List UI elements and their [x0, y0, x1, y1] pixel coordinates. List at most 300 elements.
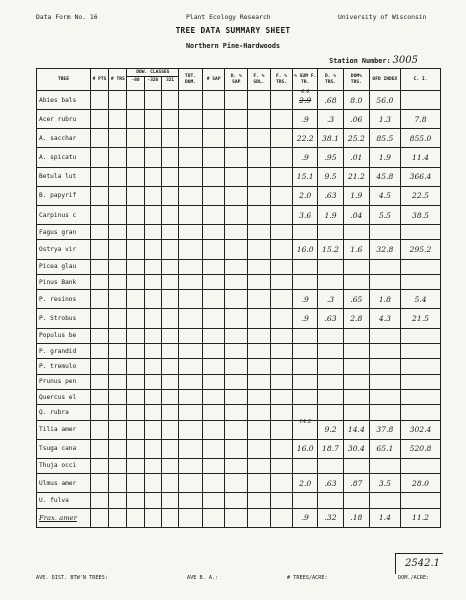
trs-cell	[109, 110, 127, 129]
col-dow-classes	[127, 69, 179, 91]
trs-cell	[109, 148, 127, 167]
ofd-index-cell	[369, 328, 400, 343]
cell-value: 37.8	[376, 425, 394, 435]
ci-cell	[401, 359, 441, 374]
cell-value: .63	[324, 478, 337, 488]
table-row	[37, 328, 441, 343]
pts-cell	[90, 274, 108, 289]
dom-trs-cell	[343, 129, 369, 148]
tot-dom-cell	[179, 309, 203, 328]
f-trs-cell	[270, 91, 293, 110]
dow-cell	[127, 328, 179, 343]
cell-value: .9	[301, 294, 309, 304]
cell-value: 4.5	[378, 191, 391, 201]
cell-value: 302.4	[409, 425, 432, 435]
col-d-sap: D. % SAP	[225, 69, 248, 91]
ci-cell	[401, 389, 441, 404]
f-sdl-cell	[248, 493, 271, 508]
tree-name: Quercus el	[37, 389, 91, 404]
cell-value: .9	[301, 153, 309, 163]
total-box-side	[395, 553, 396, 574]
cell-value: 38.5	[412, 210, 429, 220]
f-sdl-cell	[248, 508, 271, 527]
d-trs-cell	[318, 91, 344, 110]
dom-trs-cell	[343, 91, 369, 110]
dow-cell	[127, 359, 179, 374]
pts-cell	[90, 359, 108, 374]
pts-cell	[90, 458, 108, 473]
cell-value: .3	[326, 294, 335, 304]
d-trs-cell	[318, 439, 344, 458]
dow-class-3: 321	[161, 77, 178, 90]
trs-cell	[109, 508, 127, 527]
cell-value: 3.5	[378, 478, 391, 488]
d-sap-cell	[225, 389, 248, 404]
f-trs-cell	[270, 458, 293, 473]
d-sap-cell	[225, 493, 248, 508]
tree-name: Carpinus c	[37, 205, 91, 224]
d-trs-cell	[318, 474, 344, 493]
f-trs-cell	[270, 389, 293, 404]
dow-cell	[127, 274, 179, 289]
ci-cell	[401, 148, 441, 167]
sap-cell	[202, 167, 225, 186]
trs-cell	[109, 493, 127, 508]
station-number	[329, 55, 418, 66]
cell-value: 56.0	[376, 95, 394, 105]
f-sdl-cell	[248, 110, 271, 129]
trs-cell	[109, 186, 127, 205]
tot-dom-cell	[179, 328, 203, 343]
trs-cell	[109, 374, 127, 389]
dow-cell	[127, 439, 179, 458]
cell-value: 21.5	[412, 313, 429, 323]
f-trs-cell	[270, 167, 293, 186]
d-sap-cell	[225, 186, 248, 205]
ci-cell	[401, 309, 441, 328]
f-sdl-cell	[248, 389, 271, 404]
tree-name: Betula lut	[37, 167, 91, 186]
d-trs-cell	[318, 205, 344, 224]
f-trs-cell	[270, 309, 293, 328]
dow-cell	[127, 458, 179, 473]
tree-name: A. spicatu	[37, 148, 91, 167]
sap-cell	[202, 439, 225, 458]
tot-dom-cell	[179, 420, 203, 439]
trs-cell	[109, 474, 127, 493]
dom-trs-cell	[343, 405, 369, 420]
pts-cell	[90, 91, 108, 110]
f-trs-cell	[270, 290, 293, 309]
cell-value: 15.1	[296, 172, 314, 182]
sap-cell	[202, 493, 225, 508]
dow-cell	[127, 343, 179, 358]
f-sdl-cell	[248, 343, 271, 358]
trs-cell	[109, 91, 127, 110]
d-trs-cell	[318, 148, 344, 167]
tree-name: Acer rubru	[37, 110, 91, 129]
dow-cell	[127, 420, 179, 439]
sum-ftr-cell	[293, 110, 318, 129]
d-sap-cell	[225, 274, 248, 289]
pts-cell	[90, 508, 108, 527]
form-number: Data Form No. 16	[36, 13, 98, 21]
f-sdl-cell	[248, 439, 271, 458]
pts-cell	[90, 493, 108, 508]
f-sdl-cell	[248, 186, 271, 205]
d-sap-cell	[225, 240, 248, 259]
sap-cell	[202, 91, 225, 110]
dow-cell	[127, 240, 179, 259]
ci-cell	[401, 205, 441, 224]
sap-cell	[202, 129, 225, 148]
f-sdl-cell	[248, 374, 271, 389]
trs-cell	[109, 274, 127, 289]
pts-cell	[90, 439, 108, 458]
dom-trs-cell	[343, 420, 369, 439]
ofd-index-cell	[369, 290, 400, 309]
station-label: Station Number:	[329, 57, 391, 65]
cell-value: 15.2	[322, 245, 339, 254]
f-sdl-cell	[248, 359, 271, 374]
cell-value: .68	[324, 95, 337, 105]
dom-trs-cell	[343, 458, 369, 473]
table-row	[37, 148, 441, 167]
d-trs-cell	[318, 186, 344, 205]
sap-cell	[202, 148, 225, 167]
ci-cell	[401, 240, 441, 259]
sap-cell	[202, 405, 225, 420]
cell-value: 1.3	[378, 114, 391, 124]
trs-cell	[109, 439, 127, 458]
col-d-trs: D. % TRS.	[318, 69, 344, 91]
cell-value: .3	[326, 114, 335, 124]
cell-value: 14.4	[347, 425, 365, 435]
col-f-trs: F. % TRS.	[270, 69, 293, 91]
f-sdl-cell	[248, 240, 271, 259]
tree-name: Picea glau	[37, 259, 91, 274]
d-sap-cell	[225, 129, 248, 148]
ofd-index-cell	[369, 343, 400, 358]
tot-dom-cell	[179, 110, 203, 129]
dom-trs-cell	[343, 374, 369, 389]
pts-cell	[90, 259, 108, 274]
f-trs-cell	[270, 343, 293, 358]
tree-name: B. papyrif	[37, 186, 91, 205]
cell-value: 9.2	[324, 425, 337, 435]
dom-trs-cell	[343, 309, 369, 328]
tot-dom-cell	[179, 405, 203, 420]
sum-ftr-cell	[293, 186, 318, 205]
d-sap-cell	[225, 290, 248, 309]
cell-value: 1.9	[324, 210, 337, 220]
col-f-sdl: F. % SDL.	[248, 69, 271, 91]
table-row	[37, 91, 441, 110]
cell-value: 65.1	[376, 444, 394, 454]
f-trs-cell	[270, 508, 293, 527]
trs-cell	[109, 343, 127, 358]
ofd-index-cell	[369, 91, 400, 110]
sap-cell	[202, 420, 225, 439]
ci-cell	[401, 374, 441, 389]
f-trs-cell	[270, 474, 293, 493]
cell-value: 16.0	[296, 245, 314, 254]
ci-cell	[401, 508, 441, 527]
sum-ftr-cell	[293, 474, 318, 493]
d-trs-cell	[318, 290, 344, 309]
sum-ftr-cell	[293, 328, 318, 343]
pts-cell	[90, 205, 108, 224]
header-row	[37, 69, 441, 91]
d-trs-cell	[318, 129, 344, 148]
tree-name: Q. rubra	[37, 405, 91, 420]
f-sdl-cell	[248, 290, 271, 309]
col-trs: # TRS	[109, 69, 127, 91]
cell-value: .95	[324, 153, 337, 163]
tree-name: P. Strobus	[37, 309, 91, 328]
ofd-index-cell	[369, 359, 400, 374]
d-trs-cell	[318, 493, 344, 508]
footer-ave-ba: AVE B. A.:	[187, 575, 219, 581]
pts-cell	[90, 328, 108, 343]
pts-cell	[90, 420, 108, 439]
ci-cell	[401, 290, 441, 309]
cell-value: 5.4	[414, 294, 427, 304]
d-trs-cell	[318, 110, 344, 129]
cell-value: 18.7	[322, 444, 339, 454]
sum-ftr-cell	[293, 205, 318, 224]
ci-cell	[401, 328, 441, 343]
col-ci: C. I.	[401, 69, 441, 91]
d-sap-cell	[225, 205, 248, 224]
sum-ftr-cell	[293, 259, 318, 274]
tot-dom-cell	[179, 389, 203, 404]
cell-value: .06	[350, 114, 363, 124]
university: University of Wisconsin	[338, 13, 427, 21]
dow-cell	[127, 474, 179, 493]
cell-value: 4.3	[378, 313, 391, 323]
sum-ftr-cell	[293, 343, 318, 358]
sap-cell	[202, 259, 225, 274]
tree-name: Ulmus amer	[37, 474, 91, 493]
pts-cell	[90, 129, 108, 148]
tot-dom-cell	[179, 225, 203, 240]
table-row	[37, 343, 441, 358]
cell-value: 2.9	[299, 95, 312, 105]
d-trs-cell	[318, 508, 344, 527]
cell-value: 32.8	[376, 245, 394, 254]
cell-value: 1.9	[350, 191, 363, 201]
cell-value: .63	[324, 191, 337, 201]
d-trs-cell	[318, 225, 344, 240]
table-row	[37, 374, 441, 389]
cell-value: .04	[350, 210, 363, 220]
sum-ftr-cell	[293, 309, 318, 328]
sum-ftr-cell	[293, 374, 318, 389]
col-sum-ftr: % SUM F. TR.	[293, 69, 318, 91]
table-row	[37, 110, 441, 129]
sum-ftr-cell	[293, 290, 318, 309]
d-sap-cell	[225, 508, 248, 527]
d-trs-cell	[318, 458, 344, 473]
d-sap-cell	[225, 148, 248, 167]
cell-value: .87	[350, 478, 363, 488]
ci-cell	[401, 343, 441, 358]
cell-value: 25.2	[347, 133, 365, 143]
dom-trs-cell	[343, 493, 369, 508]
col-tot-dom: TOT. DOM.	[179, 69, 203, 91]
dom-trs-cell	[343, 205, 369, 224]
dow-classes-label: DOW. CLASSES	[127, 69, 178, 77]
f-sdl-cell	[248, 309, 271, 328]
cell-value: 28.0	[412, 478, 429, 488]
dow-cell	[127, 167, 179, 186]
ofd-index-cell	[369, 205, 400, 224]
trs-cell	[109, 129, 127, 148]
sum-ftr-cell	[293, 148, 318, 167]
f-trs-cell	[270, 148, 293, 167]
dom-trs-cell	[343, 225, 369, 240]
ofd-index-cell	[369, 309, 400, 328]
pts-cell	[90, 389, 108, 404]
trs-cell	[109, 328, 127, 343]
cell-value: .65	[350, 294, 363, 304]
table-row	[37, 420, 441, 439]
dom-trs-cell	[343, 328, 369, 343]
f-sdl-cell	[248, 274, 271, 289]
trs-cell	[109, 259, 127, 274]
total-box-top	[395, 553, 443, 554]
tot-dom-cell	[179, 374, 203, 389]
dom-trs-cell	[343, 343, 369, 358]
tot-dom-cell	[179, 493, 203, 508]
sum-ftr-cell	[293, 129, 318, 148]
table-row	[37, 359, 441, 374]
d-sap-cell	[225, 374, 248, 389]
ci-cell	[401, 129, 441, 148]
pts-cell	[90, 240, 108, 259]
d-trs-cell	[318, 343, 344, 358]
cell-value: 8.0	[350, 95, 363, 105]
sum-ftr-cell	[293, 91, 318, 110]
footer-trees-acre: # TREES/ACRE:	[287, 575, 328, 581]
d-trs-cell	[318, 405, 344, 420]
sap-cell	[202, 290, 225, 309]
table-row	[37, 439, 441, 458]
f-trs-cell	[270, 493, 293, 508]
sap-cell	[202, 474, 225, 493]
pts-cell	[90, 110, 108, 129]
tot-dom-cell	[179, 474, 203, 493]
d-sap-cell	[225, 110, 248, 129]
pts-cell	[90, 186, 108, 205]
sap-cell	[202, 508, 225, 527]
dow-cell	[127, 129, 179, 148]
dom-trs-cell	[343, 474, 369, 493]
cell-value: 366.4	[409, 172, 432, 182]
d-sap-cell	[225, 439, 248, 458]
d-trs-cell	[318, 359, 344, 374]
ci-cell	[401, 493, 441, 508]
trs-cell	[109, 167, 127, 186]
d-trs-cell	[318, 259, 344, 274]
pts-cell	[90, 474, 108, 493]
dom-trs-cell	[343, 439, 369, 458]
overwritten-value: 4.4	[300, 89, 310, 95]
trs-cell	[109, 225, 127, 240]
ci-cell	[401, 405, 441, 420]
sum-ftr-cell	[293, 508, 318, 527]
f-sdl-cell	[248, 474, 271, 493]
cell-value: 2.8	[350, 313, 363, 323]
f-sdl-cell	[248, 458, 271, 473]
ofd-index-cell	[369, 225, 400, 240]
ci-cell	[401, 274, 441, 289]
ofd-index-cell	[369, 110, 400, 129]
table-row	[37, 474, 441, 493]
cell-value: 11.4	[412, 153, 429, 163]
ofd-index-cell	[369, 420, 400, 439]
tot-dom-cell	[179, 148, 203, 167]
cell-value: 1.4	[378, 513, 391, 523]
sheet-subtitle: Northern Pine-Hardwoods	[185, 42, 281, 50]
tree-name: Tsuga cana	[37, 439, 91, 458]
f-sdl-cell	[248, 328, 271, 343]
d-sap-cell	[225, 343, 248, 358]
f-trs-cell	[270, 129, 293, 148]
ci-cell	[401, 225, 441, 240]
d-sap-cell	[225, 458, 248, 473]
ci-cell	[401, 439, 441, 458]
table-row	[37, 309, 441, 328]
ofd-index-cell	[369, 493, 400, 508]
dow-cell	[127, 508, 179, 527]
tree-name: P. grandid	[37, 343, 91, 358]
cell-value: 7.8	[414, 114, 427, 124]
cell-value: 855.0	[409, 133, 432, 143]
cell-value: 38.1	[322, 133, 339, 143]
tot-dom-cell	[179, 129, 203, 148]
cell-value: 520.8	[409, 444, 432, 454]
f-sdl-cell	[248, 91, 271, 110]
cell-value: 2.0	[299, 478, 312, 488]
tree-name: A. sacchar	[37, 129, 91, 148]
tot-dom-cell	[179, 343, 203, 358]
cell-value: .63	[324, 313, 337, 323]
cell-value: .32	[324, 513, 337, 523]
ofd-index-cell	[369, 474, 400, 493]
f-trs-cell	[270, 420, 293, 439]
ci-cell	[401, 186, 441, 205]
table-row	[37, 508, 441, 527]
sum-ftr-cell	[293, 458, 318, 473]
table-row	[37, 493, 441, 508]
dom-trs-cell	[343, 290, 369, 309]
dow-cell	[127, 186, 179, 205]
col-pts: # PTS	[90, 69, 108, 91]
cell-value: 3.6	[299, 210, 312, 220]
dow-cell	[127, 405, 179, 420]
sap-cell	[202, 309, 225, 328]
sum-ftr-cell	[293, 240, 318, 259]
sap-cell	[202, 110, 225, 129]
sum-ftr-cell	[293, 167, 318, 186]
sum-ftr-cell	[293, 389, 318, 404]
dow-cell	[127, 374, 179, 389]
cell-value: .9	[301, 513, 309, 523]
cell-value: 30.4	[347, 444, 365, 454]
pts-cell	[90, 148, 108, 167]
